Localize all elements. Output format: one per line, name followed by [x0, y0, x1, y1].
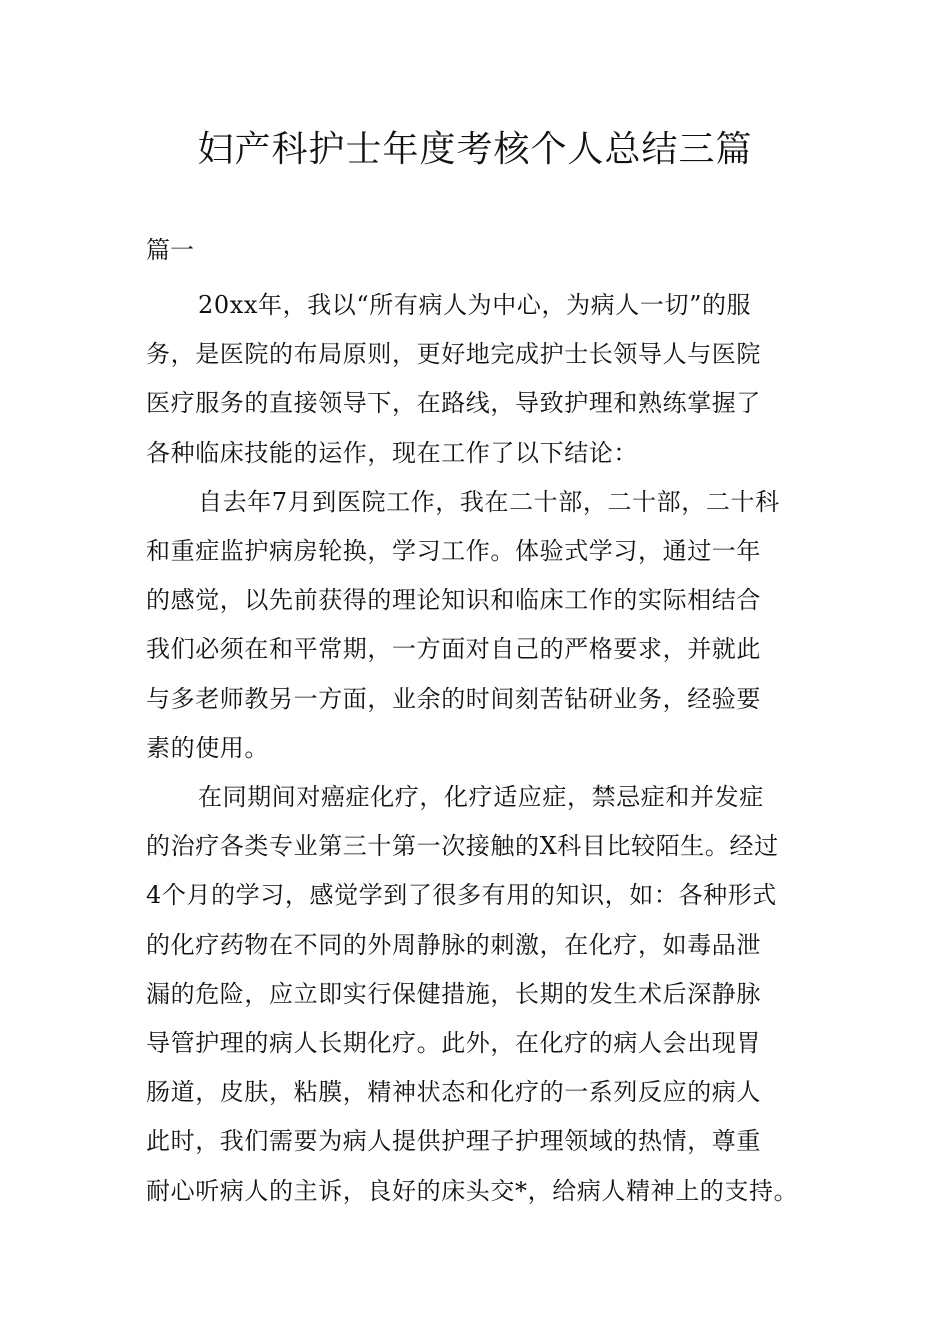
section-label: 篇一	[146, 236, 194, 264]
paragraph-line: 的感觉，以先前获得的理论知识和临床工作的实际相结合	[146, 586, 761, 615]
paragraph-line: 务，是医院的布局原则，更好地完成护士长领导人与医院	[146, 340, 761, 369]
paragraph-line: 导管护理的病人长期化疗。此外，在化疗的病人会出现胃	[146, 1029, 761, 1058]
paragraph-line: 4个月的学习，感觉学到了很多有用的知识，如：各种形式	[146, 881, 777, 910]
paragraph-line: 20xx年，我以“所有病人为中心，为病人一切”的服	[198, 291, 752, 319]
paragraph-line: 漏的危险，应立即实行保健措施，长期的发生术后深静脉	[146, 979, 761, 1008]
paragraph-line: 与多老师教另一方面，业余的时间刻苦钻研业务，经验要	[146, 684, 761, 713]
paragraph-line: 的治疗各类专业第三十第一次接触的X科目比较陌生。经过	[146, 832, 779, 861]
paragraph-line: 此时，我们需要为病人提供护理子护理领域的热情，尊重	[146, 1127, 761, 1156]
paragraph-line: 各种临床技能的运作，现在工作了以下结论：	[146, 438, 638, 467]
paragraph-line: 自去年7月到医院工作，我在二十部，二十部，二十科	[198, 487, 780, 516]
paragraph-1	[146, 281, 810, 478]
paragraph-2	[146, 478, 810, 773]
paragraph-line: 的化疗药物在不同的外周静脉的刺激，在化疗，如毒品泄	[146, 930, 761, 959]
paragraph-line: 耐心听病人的主诉，良好的床头交*，给病人精神上的支持。	[146, 1176, 799, 1205]
paragraph-line: 在同期间对癌症化疗，化疗适应症，禁忌症和并发症	[198, 783, 764, 812]
document-body	[146, 281, 810, 1216]
paragraph-line: 和重症监护病房轮换，学习工作。体验式学习，通过一年	[146, 537, 761, 566]
paragraph-line: 素的使用。	[146, 733, 269, 762]
paragraph-3	[146, 773, 810, 1216]
paragraph-line: 医疗服务的直接领导下，在路线，导致护理和熟练掌握了	[146, 389, 761, 418]
paragraph-line: 肠道，皮肤，粘膜，精神状态和化疗的一系列反应的病人	[146, 1078, 761, 1107]
paragraph-line: 我们必须在和平常期，一方面对自己的严格要求，并就此	[146, 635, 761, 664]
document-title: 妇产科护士年度考核个人总结三篇	[197, 129, 753, 170]
